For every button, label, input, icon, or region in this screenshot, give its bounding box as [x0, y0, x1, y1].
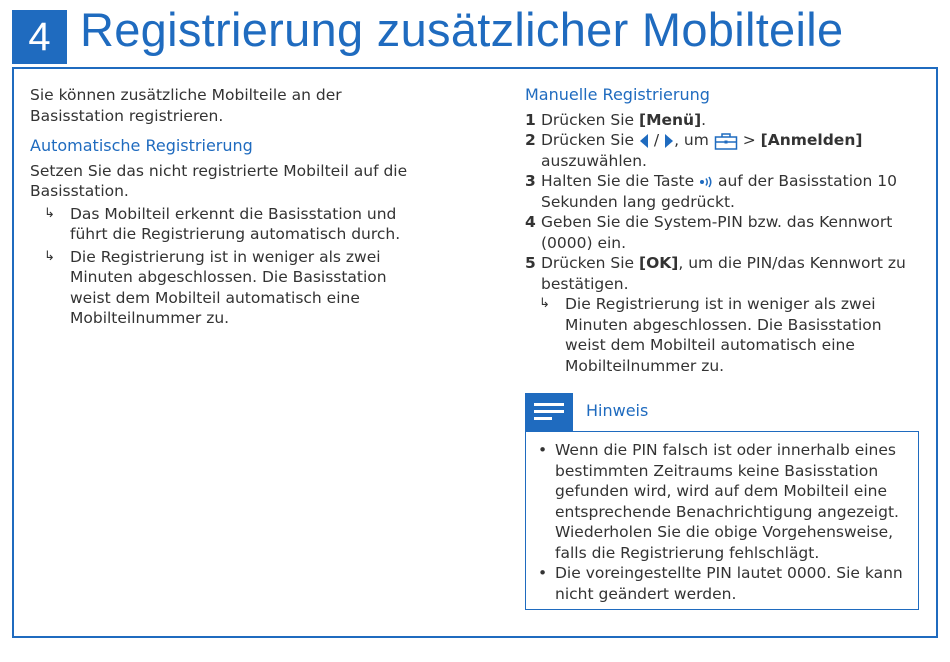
note-text: Die voreingestellte PIN lautet 0000. Sie kann nicht geändert werden.: [555, 564, 903, 603]
result-arrow-icon: ↳: [44, 205, 55, 221]
note-label: Hinweis: [586, 401, 649, 420]
step-text: Drücken Sie [Menü].: [541, 110, 707, 129]
result-arrow-icon: ↳: [539, 296, 550, 311]
step-2: [525, 130, 920, 171]
result-item: [44, 247, 430, 329]
step-number: 1: [525, 110, 536, 129]
step-number: 4: [525, 213, 536, 231]
chapter-number: 4: [12, 10, 67, 64]
note-text: Wenn die PIN falsch ist oder innerhalb eines bestimmten Zeitraums keine Basisstation gefunden wird, wird auf dem Mobilteil eine entsprechende Benachrichtigung angezeigt. Wiederholen Sie die obige Vorgehensweise, falls die Registrierung fehlschlägt.: [555, 441, 899, 562]
result-text: Die Registrierung ist in weniger als zwei Minuten abgeschlossen. Die Basisstation weist dem Mobilteil automatisch eine Mobilteilnummer zu.: [70, 247, 387, 327]
intro-text: Sie können zusätzliche Mobilteile an der Basisstation registrieren.: [30, 86, 342, 125]
auto-registration-heading: Automatische Registrierung: [30, 136, 253, 155]
step-text: Drücken Sie / , um > [Anmelden] auszuwählen.: [541, 131, 863, 170]
result-item: [44, 204, 430, 245]
step-number: 5: [525, 254, 536, 272]
result-text: Das Mobilteil erkennt die Basisstation und führt die Registrierung automatisch durch.: [70, 204, 401, 243]
note-box: [525, 431, 919, 610]
auto-registration-text: Setzen Sie das nicht registrierte Mobilteil auf die Basisstation.: [30, 161, 408, 200]
result-arrow-icon: ↳: [44, 248, 55, 264]
manual-registration-heading: Manuelle Registrierung: [525, 85, 710, 104]
step-number: 3: [525, 172, 536, 190]
result-text: Die Registrierung ist in weniger als zwei Minuten abgeschlossen. Die Basisstation weist dem Mobilteil automatisch eine Mobilteilnummer zu.: [565, 295, 882, 375]
chapter-title: Registrierung zusätzlicher Mobilteile: [80, 3, 844, 56]
bullet-dot: •: [538, 441, 548, 459]
step-text: Halten Sie die Taste auf der Basisstation 10 Sekunden lang gedrückt.: [541, 172, 897, 211]
step-5-result: [539, 294, 920, 376]
note-header: [525, 393, 919, 431]
left-column: [30, 85, 430, 329]
nav-left-icon: [639, 134, 649, 148]
step-text: Geben Sie die System-PIN bzw. das Kennwort (0000) ein.: [541, 213, 893, 252]
step-4: [525, 212, 920, 253]
note-bullet: [538, 563, 910, 604]
step-1: [525, 110, 920, 131]
note-bullet: [538, 440, 910, 563]
bullet-dot: •: [538, 564, 548, 582]
right-column: [525, 85, 920, 376]
step-text: Drücken Sie [OK], um die PIN/das Kennwort zu bestätigen.: [541, 254, 906, 293]
step-5: [525, 253, 920, 294]
briefcase-icon: [714, 132, 738, 150]
nav-right-icon: [664, 134, 674, 148]
note-lines-icon: [525, 393, 573, 431]
step-3: [525, 171, 920, 212]
step-number: 2: [525, 131, 536, 149]
paging-icon: [699, 176, 713, 188]
